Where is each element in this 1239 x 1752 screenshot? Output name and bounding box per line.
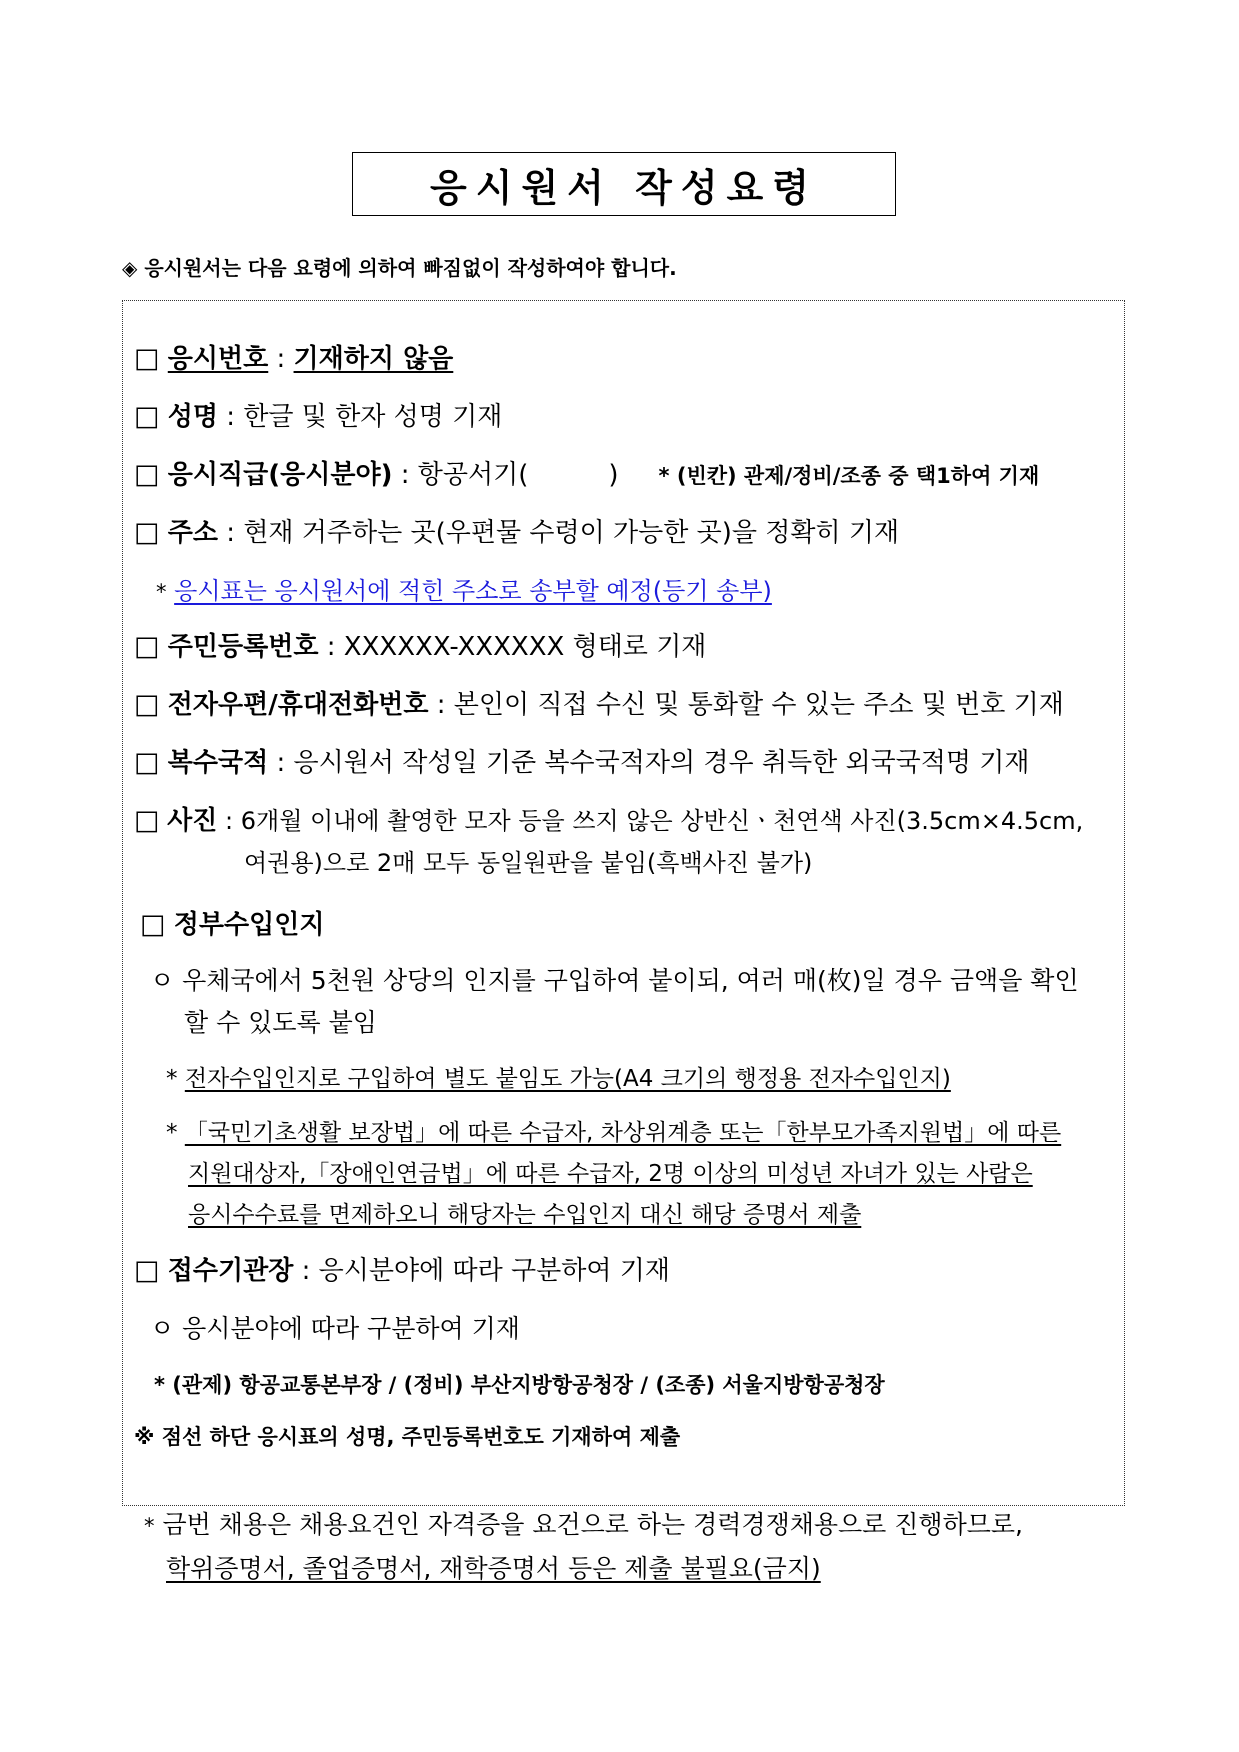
note-star: * bbox=[166, 1066, 178, 1092]
checkbox-glyph: □ bbox=[140, 909, 166, 940]
item-label: 접수기관장 bbox=[167, 1256, 294, 1286]
footer-note bbox=[144, 1508, 1023, 1543]
bullet: ㅇ bbox=[150, 966, 175, 995]
bullet: ㅇ bbox=[150, 1314, 175, 1343]
checkbox-glyph: □ bbox=[134, 459, 160, 490]
stamp-note2-line2: 지원대상자,「장애인연금법」에 따른 수급자, 2명 이상의 미성년 자녀가 있는 사람은 bbox=[188, 1161, 1033, 1187]
item-label: 전자우편/휴대전화번호 bbox=[167, 690, 429, 720]
item-value: 기재하지 않음 bbox=[293, 344, 454, 374]
checkbox-glyph: □ bbox=[134, 1255, 160, 1286]
stamp-text-line1: 우체국에서 5천원 상당의 인지를 구입하여 붙이되, 여러 매(枚)일 경우 금액을 확인 bbox=[182, 966, 1079, 995]
item-separator: : bbox=[268, 748, 294, 778]
note-star: * bbox=[166, 1120, 178, 1146]
checkbox-glyph: □ bbox=[134, 343, 160, 374]
checkbox-glyph: □ bbox=[134, 631, 160, 662]
item-resident-number bbox=[134, 630, 706, 664]
item-separator: : bbox=[217, 807, 241, 835]
item-photo bbox=[134, 804, 1083, 838]
item-dual-nationality bbox=[134, 746, 1030, 780]
item-separator: : bbox=[318, 632, 344, 662]
item-stamp bbox=[140, 908, 324, 942]
footer-line1: 금번 채용은 채용요건인 자격증을 요건으로 하는 경력경쟁채용으로 진행하므로, bbox=[162, 1510, 1023, 1539]
item-value: 현재 거주하는 곳(우편물 수령이 가능한 곳)을 정확히 기재 bbox=[243, 518, 900, 548]
item-name bbox=[134, 400, 502, 434]
address-note bbox=[156, 574, 772, 609]
agency-bullet-line bbox=[150, 1312, 520, 1346]
item-value-line1: 6개월 이내에 촬영한 모자 등을 쓰지 않은 상반신ㆍ천연색 사진(3.5cm×4.5cm, bbox=[240, 807, 1084, 835]
checkbox-glyph: □ bbox=[134, 689, 160, 720]
item-separator: : bbox=[218, 402, 244, 432]
footer-line2: 학위증명서, 졸업증명서, 재학증명서 등은 제출 불필요(금지) bbox=[166, 1554, 821, 1583]
item-separator: : bbox=[428, 690, 454, 720]
item-value: 응시분야에 따라 구분하여 기재 bbox=[318, 1256, 670, 1286]
page-title: 응시원서 작성요령 bbox=[430, 165, 818, 210]
stamp-note1 bbox=[166, 1062, 951, 1096]
item-contact bbox=[134, 688, 1064, 722]
item-separator: : bbox=[218, 518, 244, 548]
agency-note: * (관제) 항공교통본부장 / (정비) 부산지방항공청장 / (조종) 서울지방항공청장 bbox=[154, 1373, 885, 1397]
title-box bbox=[352, 152, 896, 216]
item-exam-number bbox=[134, 342, 453, 376]
item-value: XXXXXX-XXXXXX 형태로 기재 bbox=[343, 632, 707, 662]
note-star: * bbox=[144, 1514, 155, 1538]
intro-text: ◈ 응시원서는 다음 요령에 의하여 빠짐없이 작성하여야 합니다. bbox=[122, 256, 677, 280]
checkbox-glyph: □ bbox=[134, 401, 160, 432]
item-separator: : bbox=[293, 1256, 319, 1286]
checkbox-glyph: □ bbox=[134, 517, 160, 548]
item-label: 사진 bbox=[167, 806, 218, 836]
item-label: 응시번호 bbox=[167, 344, 269, 374]
item-label: 주소 bbox=[167, 518, 219, 548]
item-address bbox=[134, 516, 899, 550]
item-value: 항공서기( bbox=[417, 460, 529, 490]
stamp-text-line2: 할 수 있도록 붙임 bbox=[184, 1008, 377, 1037]
stamp-note1-text: 전자수입인지로 구입하여 별도 붙임도 가능(A4 크기의 행정용 전자수입인지) bbox=[184, 1066, 951, 1092]
stamp-note2-line3: 응시수수료를 면제하오니 해당자는 수입인지 대신 해당 증명서 제출 bbox=[188, 1202, 862, 1228]
item-separator: : bbox=[392, 460, 418, 490]
note-star: * bbox=[156, 580, 167, 604]
item-value: 본인이 직접 수신 및 통화할 수 있는 주소 및 번호 기재 bbox=[453, 690, 1064, 720]
item-agency bbox=[134, 1254, 670, 1288]
photo-line2: 여권용)으로 2매 모두 동일원판을 붙임(흑백사진 불가) bbox=[244, 849, 813, 877]
address-note-text: 응시표는 응시원서에 적힌 주소로 송부할 예정(등기 송부) bbox=[174, 577, 772, 605]
stamp-note2-line1: 「국민기초생활 보장법」에 따른 수급자, 차상위계층 또는「한부모가족지원법」에 따른 bbox=[184, 1120, 1062, 1146]
agency-sub-text: 응시분야에 따라 구분하여 기재 bbox=[182, 1314, 520, 1343]
item-value: 응시원서 작성일 기준 복수국적자의 경우 취득한 외국국적명 기재 bbox=[293, 748, 1030, 778]
final-note: ※ 점선 하단 응시표의 성명, 주민등록번호도 기재하여 제출 bbox=[134, 1425, 681, 1449]
item-separator: : bbox=[268, 344, 294, 374]
item-label: 응시직급(응시분야) bbox=[167, 460, 393, 490]
item-value: 한글 및 한자 성명 기재 bbox=[243, 402, 503, 432]
item-label: 성명 bbox=[167, 402, 219, 432]
item-label: 주민등록번호 bbox=[167, 632, 319, 662]
item-grade bbox=[134, 458, 1039, 493]
blank-close: ) bbox=[608, 460, 619, 490]
checkbox-glyph: □ bbox=[134, 747, 160, 778]
stamp-note2 bbox=[166, 1116, 1061, 1150]
grade-note: * (빈칸) 관제/정비/조종 중 택1하여 기재 bbox=[658, 464, 1040, 488]
item-label: 정부수입인지 bbox=[173, 910, 325, 940]
checkbox-glyph: □ bbox=[134, 805, 160, 836]
stamp-bullet-line bbox=[150, 964, 1079, 998]
item-label: 복수국적 bbox=[167, 748, 269, 778]
